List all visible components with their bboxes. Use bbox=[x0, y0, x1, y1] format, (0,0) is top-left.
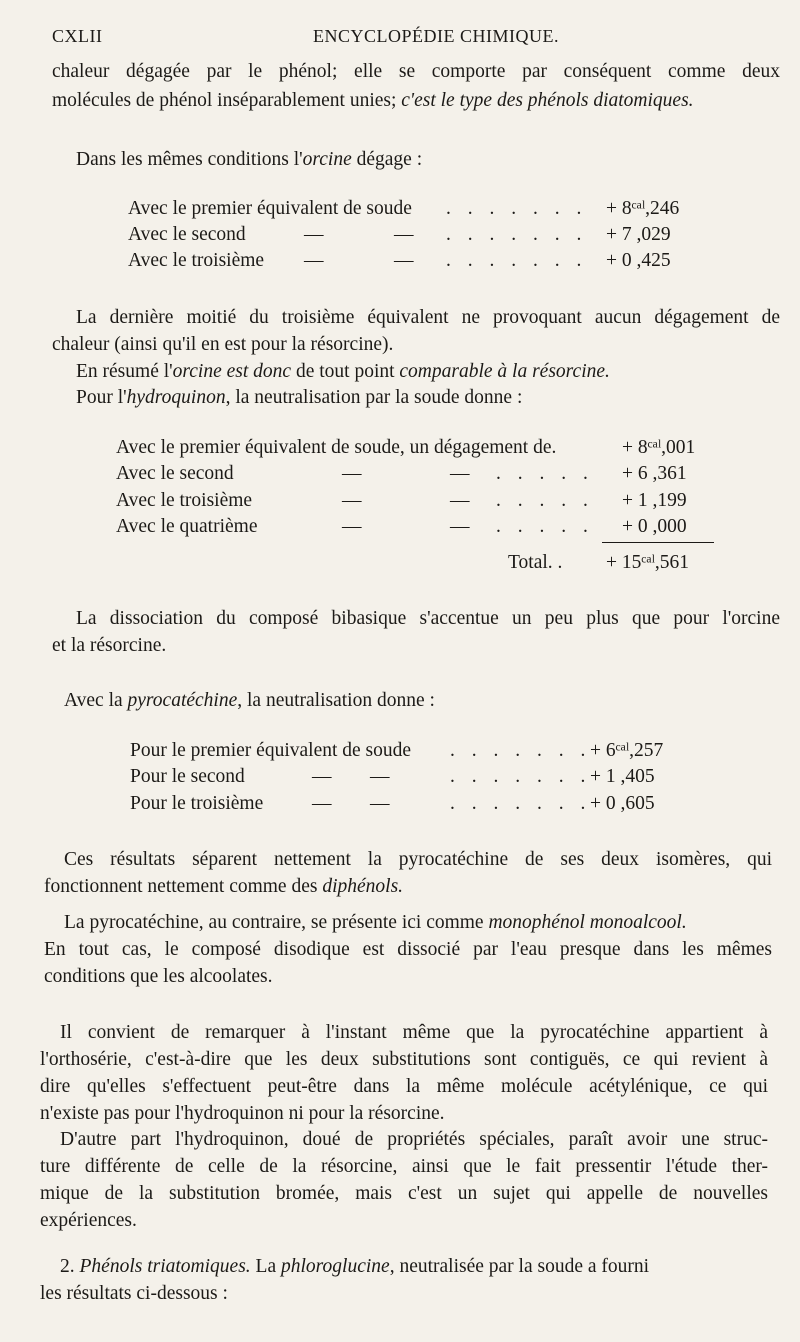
paragraph-line: expériences. bbox=[40, 1210, 137, 1231]
paragraph-line: fonctionnent nettement comme des diphénols. bbox=[44, 876, 404, 897]
table-row: Avec le quatrième — — . . . . . + 0 ,000 bbox=[116, 516, 687, 537]
table-row: Avec le second — — . . . . . . . + 7 ,029 bbox=[128, 224, 671, 245]
table-row: Pour le premier équivalent de soude . . . . . . . + 6ᶜᵃˡ,257 bbox=[130, 740, 664, 761]
table-row: Avec le troisième — — . . . . . + 1 ,199 bbox=[116, 490, 687, 511]
paragraph-line: Il convient de remarquer à l'instant même que la pyrocatéchine appartient à bbox=[60, 1022, 768, 1043]
page-number: CXLII bbox=[52, 26, 103, 46]
orcine-intro: Dans les mêmes conditions l'orcine dégage : bbox=[76, 149, 423, 170]
table-row: Pour le second — — . . . . . . . + 1 ,405 bbox=[130, 766, 655, 787]
paragraph-line: et la résorcine. bbox=[52, 635, 167, 656]
section-heading-line: 2. Phénols triatomiques. La phloroglucine, neutralisée par la soude a fourni bbox=[60, 1256, 650, 1277]
total-rule bbox=[602, 542, 714, 543]
paragraph-line: En tout cas, le composé disodique est dissocié par l'eau presque dans les mêmes bbox=[44, 939, 772, 960]
paragraph-line: mique de la substitution bromée, mais c'est un sujet qui appelle de nouvelles bbox=[40, 1183, 768, 1204]
paragraph-line: La dissociation du composé bibasique s'accentue un peu plus que pour l'orcine bbox=[76, 608, 780, 629]
paragraph-line: Ces résultats séparent nettement la pyrocatéchine de ses deux isomères, qui bbox=[64, 849, 772, 870]
paragraph-line: chaleur dégagée par le phénol; elle se comporte par conséquent comme deux bbox=[52, 61, 780, 82]
paragraph-line: chaleur (ainsi qu'il en est pour la résorcine). bbox=[52, 334, 394, 355]
table-row: Avec le troisième — — . . . . . . . + 0 ,425 bbox=[128, 250, 671, 271]
paragraph-line: ture différente de celle de la résorcine, ainsi que le fait pressentir l'étude ther- bbox=[40, 1156, 768, 1177]
table-row: Avec le premier équivalent de soude . . . . . . . + 8ᶜᵃˡ,246 bbox=[128, 198, 680, 219]
paragraph-line: conditions que les alcoolates. bbox=[44, 966, 273, 987]
running-title: ENCYCLOPÉDIE CHIMIQUE. bbox=[313, 26, 559, 46]
paragraph-line: n'existe pas pour l'hydroquinon ni pour la résorcine. bbox=[40, 1103, 445, 1124]
table-row: Avec le second — — . . . . . + 6 ,361 bbox=[116, 463, 687, 484]
paragraph-line: les résultats ci-dessous : bbox=[40, 1283, 228, 1304]
paragraph-line: En résumé l'orcine est donc de tout point comparable à la résorcine. bbox=[76, 361, 610, 382]
total-row: Total. . + 15ᶜᵃˡ,561 bbox=[508, 552, 690, 573]
table-row: Pour le troisième — — . . . . . . . + 0 ,605 bbox=[130, 793, 655, 814]
paragraph-line: La pyrocatéchine, au contraire, se présente ici comme monophénol monoalcool. bbox=[64, 912, 687, 933]
table-row: Avec le premier équivalent de soude, un dégagement de. + 8ᶜᵃˡ,001 bbox=[116, 437, 696, 458]
paragraph-line: dire qu'elles s'effectuent peut-être dans la même molécule acétylénique, ce qui bbox=[40, 1076, 768, 1097]
paragraph-line: l'orthosérie, c'est-à-dire que les deux substitutions sont contiguës, ce qui revient à bbox=[40, 1049, 768, 1070]
paragraph-line: Pour l'hydroquinon, la neutralisation par la soude donne : bbox=[76, 387, 523, 408]
paragraph-line: molécules de phénol inséparablement unies; c'est le type des phénols diatomiques. bbox=[52, 90, 694, 111]
paragraph-line: D'autre part l'hydroquinon, doué de propriétés spéciales, paraît avoir une struc- bbox=[60, 1129, 768, 1150]
pyro-intro: Avec la pyrocatéchine, la neutralisation donne : bbox=[64, 690, 435, 711]
paragraph-line: La dernière moitié du troisième équivalent ne provoquant aucun dégagement de bbox=[76, 307, 780, 328]
